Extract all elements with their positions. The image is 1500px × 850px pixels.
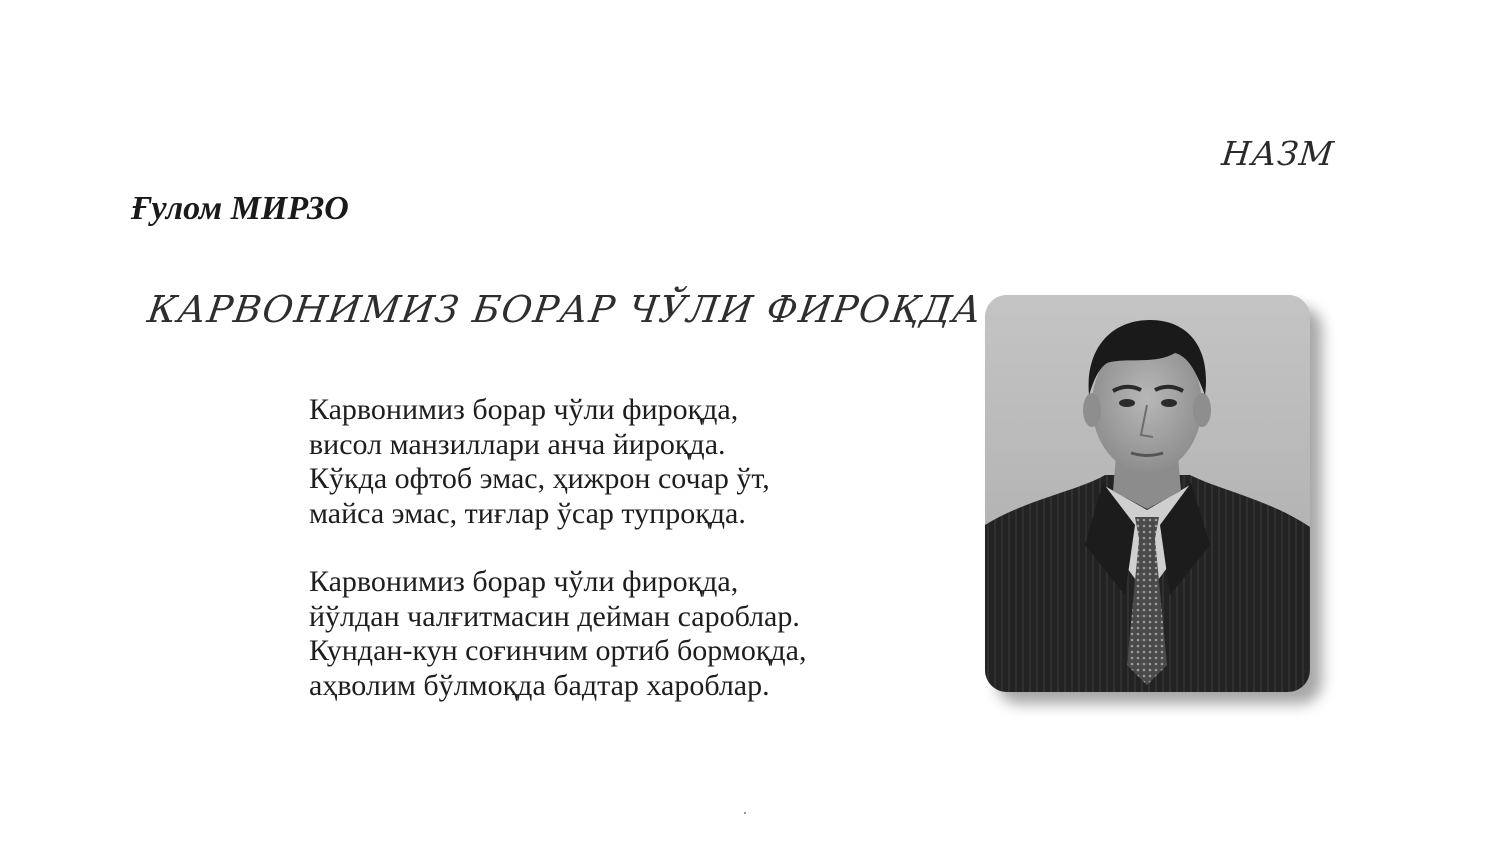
page-mark (744, 812, 746, 814)
poem-line: йўлдан чалғитмасин дейман сароблар. (309, 599, 800, 633)
stanza (309, 565, 806, 703)
poem-line: аҳволим бўлмоқда бадтар хароблар. (309, 668, 770, 702)
author-portrait-image (985, 295, 1310, 692)
poem-body (309, 393, 806, 703)
poem-line: висол манзиллари анча йироқда. (309, 427, 726, 461)
author-name: Ғулом МИРЗО (131, 190, 349, 227)
poem-line: Карвонимиз борар чўли фироқда, (309, 565, 739, 598)
poem-line: Карвонимиз борар чўли фироқда, (309, 393, 739, 426)
author-photo (985, 295, 1310, 692)
poem-line: майса эмас, тиғлар ўсар тупроқда. (309, 496, 746, 530)
poem-line: Кундан-кун соғинчим ортиб бормоқда, (309, 634, 807, 667)
poem-line: Кўкда офтоб эмас, ҳижрон сочар ўт, (309, 462, 770, 495)
poem-title: КАРВОНИМИЗ БОРАР ЧЎЛИ ФИРОҚДА (144, 288, 986, 331)
section-label: НАЗМ (1219, 134, 1337, 173)
stanza (309, 393, 806, 531)
